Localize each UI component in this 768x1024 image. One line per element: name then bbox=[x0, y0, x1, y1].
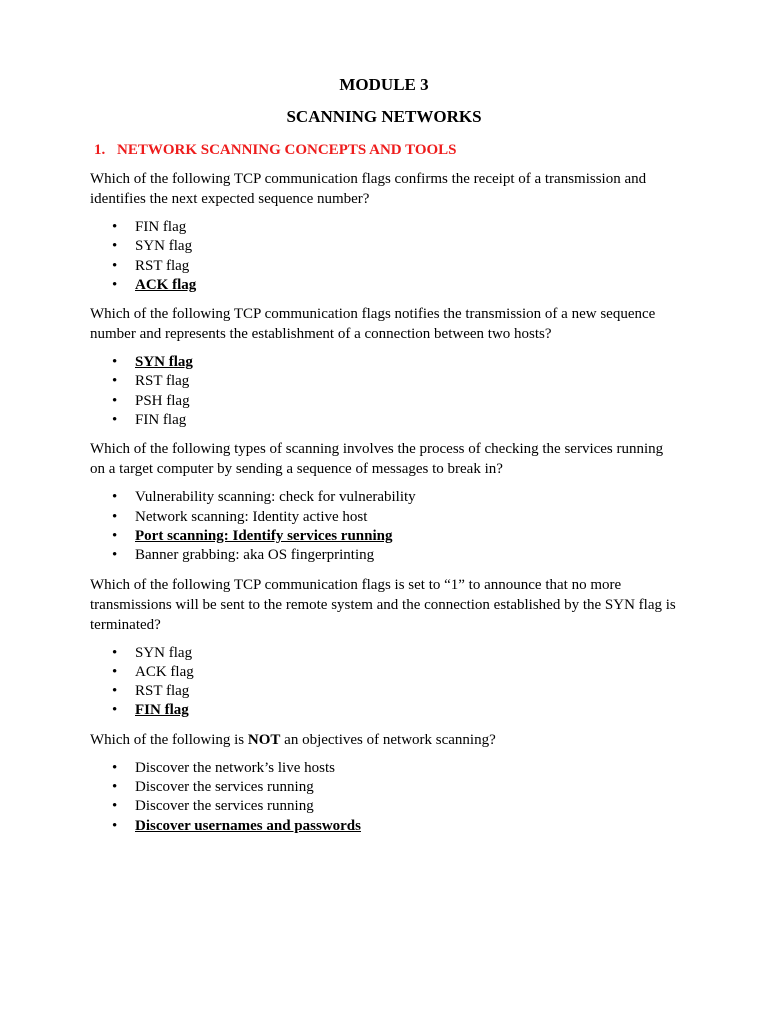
option-item-answer bbox=[90, 353, 678, 372]
module-title: MODULE 3 bbox=[339, 75, 429, 94]
question-text-before: Which of the following is bbox=[90, 731, 248, 748]
option-text: Discover the network’s live hosts bbox=[135, 759, 335, 776]
question-text: Which of the following types of scanning involves the process of checking the services running on a target computer by sending a sequence of messages to break in? bbox=[90, 441, 664, 478]
question-emphasis: NOT bbox=[247, 731, 281, 748]
option-list bbox=[90, 644, 678, 721]
option-text: FIN flag bbox=[135, 702, 189, 719]
option-text: FIN flag bbox=[135, 219, 187, 235]
bullet-icon: • bbox=[112, 663, 118, 680]
option-item bbox=[90, 778, 678, 797]
bullet-icon: • bbox=[112, 219, 118, 235]
option-text: PSH flag bbox=[135, 392, 190, 409]
option-list bbox=[90, 218, 678, 295]
option-item bbox=[90, 411, 678, 430]
bullet-icon: • bbox=[112, 702, 118, 719]
option-item bbox=[90, 797, 678, 816]
bullet-icon: • bbox=[112, 759, 118, 776]
option-item bbox=[90, 546, 678, 565]
bullet-icon: • bbox=[112, 354, 118, 371]
option-item-answer bbox=[90, 527, 678, 546]
option-text: Discover the services running bbox=[135, 779, 314, 796]
page-subtitle: SCANNING NETWORKS bbox=[286, 107, 482, 126]
option-item bbox=[90, 392, 678, 411]
bullet-icon: • bbox=[112, 798, 118, 815]
option-list bbox=[90, 488, 678, 565]
option-text: Network scanning: Identity active host bbox=[135, 508, 368, 525]
bullet-icon: • bbox=[112, 257, 118, 274]
option-item bbox=[90, 237, 678, 256]
option-item bbox=[90, 759, 678, 778]
option-text: SYN flag bbox=[135, 644, 193, 661]
question-text: Which of the following TCP communication flags is set to “1” to announce that no more transmissions will be sent to the remote system and the connection established by the SYN flag is terminated? bbox=[90, 576, 676, 633]
option-item-answer bbox=[90, 817, 678, 836]
question-text: Which of the following TCP communication flags confirms the receipt of a transmission and identifies the next expected sequence number? bbox=[90, 171, 647, 207]
option-text: SYN flag bbox=[135, 238, 193, 255]
option-item bbox=[90, 682, 678, 701]
bullet-icon: • bbox=[112, 644, 118, 661]
option-item bbox=[90, 257, 678, 276]
option-text: ACK flag bbox=[135, 663, 194, 680]
bullet-icon: • bbox=[112, 373, 118, 390]
bullet-icon: • bbox=[112, 817, 118, 834]
question-text bbox=[90, 730, 678, 750]
bullet-icon: • bbox=[112, 412, 118, 429]
option-text: SYN flag bbox=[135, 354, 193, 371]
option-item-answer bbox=[90, 276, 678, 295]
option-text: RST flag bbox=[135, 373, 190, 390]
option-text: Discover the services running bbox=[135, 798, 314, 815]
section-heading bbox=[90, 140, 678, 160]
option-item bbox=[90, 508, 678, 527]
bullet-icon: • bbox=[112, 779, 118, 796]
option-text: Port scanning: Identify services running bbox=[135, 527, 393, 544]
bullet-icon: • bbox=[112, 508, 118, 525]
option-text: Discover usernames and passwords bbox=[135, 817, 361, 834]
option-text: RST flag bbox=[135, 257, 190, 274]
question-text: Which of the following TCP communication flags notifies the transmission of a new sequence number and represents the establishment of a connection between two hosts? bbox=[90, 306, 656, 343]
question-block bbox=[90, 304, 678, 430]
section-title: NETWORK SCANNING CONCEPTS AND TOOLS bbox=[117, 142, 457, 158]
bullet-icon: • bbox=[112, 489, 118, 506]
bullet-icon: • bbox=[112, 238, 118, 255]
option-item bbox=[90, 663, 678, 682]
option-text: ACK flag bbox=[135, 276, 197, 293]
question-block bbox=[90, 730, 678, 836]
option-text: Vulnerability scanning: check for vulnerability bbox=[135, 489, 416, 506]
option-item bbox=[90, 644, 678, 663]
bullet-icon: • bbox=[112, 683, 118, 700]
option-text: Banner grabbing: aka OS fingerprinting bbox=[135, 547, 375, 564]
option-item bbox=[90, 218, 678, 237]
question-block bbox=[90, 575, 678, 721]
option-list bbox=[90, 353, 678, 430]
bullet-icon: • bbox=[112, 276, 118, 293]
question-text-after: an objectives of network scanning? bbox=[280, 731, 496, 748]
bullet-icon: • bbox=[112, 547, 118, 564]
option-item-answer bbox=[90, 701, 678, 720]
option-item bbox=[90, 488, 678, 507]
option-text: RST flag bbox=[135, 683, 190, 700]
bullet-icon: • bbox=[112, 527, 118, 544]
option-list bbox=[90, 759, 678, 836]
option-text: FIN flag bbox=[135, 412, 187, 429]
section-number: 1. bbox=[94, 142, 106, 158]
bullet-icon: • bbox=[112, 392, 118, 409]
question-block bbox=[90, 439, 678, 565]
option-item bbox=[90, 372, 678, 391]
question-block bbox=[90, 169, 678, 295]
